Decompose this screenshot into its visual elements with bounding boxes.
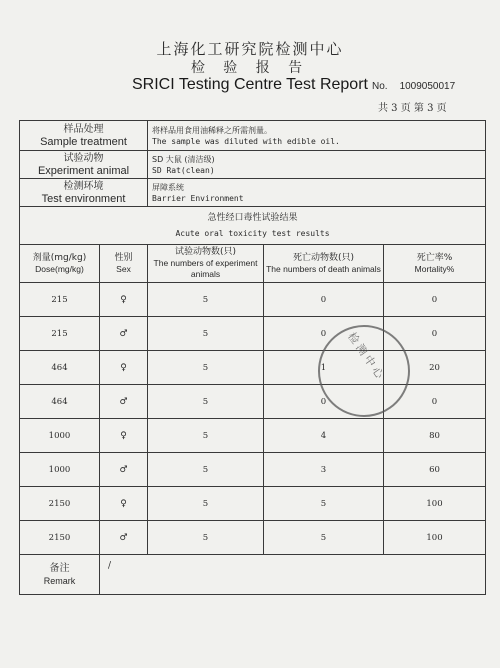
remark-value: / (100, 555, 486, 595)
col-header-experiment-animals-cn: 试验动物数(只) (175, 247, 237, 257)
sample-treatment-label (20, 121, 148, 151)
sex-cell: ♀ (100, 419, 148, 453)
mortality-cell: 60 (384, 453, 486, 487)
animals-cell: 5 (148, 521, 264, 555)
sample-treatment-value-cn: 将样品用食用油稀释之所需剂量。 (152, 125, 273, 135)
dose-cell: 215 (20, 317, 100, 351)
remark-label (20, 555, 100, 595)
sample-treatment-value-en: The sample was diluted with edible oil. (152, 136, 340, 146)
experiment-animal-label-en: Experiment animal (37, 164, 130, 177)
deaths-cell: 0 (264, 283, 384, 317)
sample-treatment-value (148, 121, 486, 151)
dose-cell: 464 (20, 351, 100, 385)
report-title-cn: 检 验 报 告 (190, 60, 310, 76)
table-row (20, 317, 486, 351)
deaths-cell: 5 (264, 487, 384, 521)
remark-row (20, 555, 486, 595)
info-row-experiment-animal (20, 151, 486, 179)
sex-cell: ♂ (100, 385, 148, 419)
results-banner (20, 207, 486, 245)
mortality-cell: 0 (384, 283, 486, 317)
sex-cell: ♂ (100, 317, 148, 351)
dose-cell: 1000 (20, 419, 100, 453)
animals-cell: 5 (148, 487, 264, 521)
deaths-cell: 4 (264, 419, 384, 453)
results-header-row (20, 245, 486, 283)
col-header-mortality (384, 245, 486, 283)
org-title-cn: 上海化工研究院检测中心 (156, 40, 344, 58)
animals-cell: 5 (148, 317, 264, 351)
col-header-death-animals-cn: 死亡动物数(只) (293, 252, 355, 263)
mortality-cell: 100 (384, 521, 486, 555)
table-row (20, 419, 486, 453)
dose-cell: 215 (20, 283, 100, 317)
experiment-animal-label-cn: 试验动物 (63, 152, 104, 164)
sex-cell: ♀ (100, 283, 148, 317)
report-table (19, 120, 486, 595)
animals-cell: 5 (148, 419, 264, 453)
mortality-cell: 80 (384, 419, 486, 453)
col-header-dose-en: Dose(mg/kg) (35, 263, 84, 274)
col-header-dose-cn: 剂量(mg/kg) (32, 252, 87, 263)
results-banner-row (20, 207, 486, 245)
report-title-en: SRICI Testing Centre Test Report (132, 76, 368, 93)
col-header-death-animals-en: The numbers of death animals (266, 263, 381, 274)
sample-treatment-label-en: Sample treatment (40, 135, 127, 148)
col-header-mortality-cn: 死亡率% (416, 252, 453, 263)
test-environment-value (148, 179, 486, 207)
experiment-animal-value-en: SD Rat(clean) (152, 165, 215, 175)
animals-cell: 5 (148, 453, 264, 487)
test-environment-label-cn: 检测环境 (63, 180, 104, 192)
col-header-sex (100, 245, 148, 283)
animals-cell: 5 (148, 385, 264, 419)
mortality-cell: 20 (384, 351, 486, 385)
experiment-animal-value-cn: SD 大鼠 (清洁级) (152, 154, 215, 164)
test-environment-value-en: Barrier Environment (152, 193, 244, 203)
test-environment-label-en: Test environment (41, 192, 126, 205)
mortality-cell: 0 (384, 317, 486, 351)
deaths-cell: 1 (264, 351, 384, 385)
sex-cell: ♂ (100, 521, 148, 555)
table-row (20, 351, 486, 385)
deaths-cell: 0 (264, 385, 384, 419)
table-row (20, 453, 486, 487)
col-header-sex-en: Sex (116, 263, 131, 274)
mortality-cell: 0 (384, 385, 486, 419)
report-number-label: No. (372, 81, 388, 92)
dose-cell: 2150 (20, 521, 100, 555)
test-environment-label (20, 179, 148, 207)
report-number (372, 81, 455, 92)
test-environment-value-cn: 屏障系统 (152, 182, 185, 192)
experiment-animal-label (20, 151, 148, 179)
results-title-en: Acute oral toxicity test results (175, 228, 330, 238)
col-header-experiment-animals-en: The numbers of experiment animals (153, 258, 258, 279)
table-row (20, 487, 486, 521)
table-row (20, 521, 486, 555)
dose-cell: 464 (20, 385, 100, 419)
results-title-cn: 急性经口毒性试验结果 (207, 212, 298, 223)
page-count: 共 3 页 第 3 页 (378, 103, 447, 114)
report-number-value: 1009050017 (399, 81, 456, 92)
col-header-sex-cn: 性别 (114, 252, 133, 263)
deaths-cell: 5 (264, 521, 384, 555)
remark-label-en: Remark (43, 575, 76, 586)
col-header-death-animals (264, 245, 384, 283)
sex-cell: ♀ (100, 351, 148, 385)
animals-cell: 5 (148, 283, 264, 317)
remark-label-cn: 备注 (49, 562, 70, 574)
table-row (20, 385, 486, 419)
info-row-test-environment (20, 179, 486, 207)
mortality-cell: 100 (384, 487, 486, 521)
table-row (20, 283, 486, 317)
stamp-text: 检测中心 (345, 329, 388, 384)
dose-cell: 1000 (20, 453, 100, 487)
info-row-sample-treatment (20, 121, 486, 151)
sex-cell: ♀ (100, 487, 148, 521)
col-header-mortality-en: Mortality% (414, 263, 455, 274)
deaths-cell: 0 (264, 317, 384, 351)
col-header-dose (20, 245, 100, 283)
deaths-cell: 3 (264, 453, 384, 487)
experiment-animal-value (148, 151, 486, 179)
sample-treatment-label-cn: 样品处理 (63, 123, 104, 135)
sex-cell: ♂ (100, 453, 148, 487)
animals-cell: 5 (148, 351, 264, 385)
dose-cell: 2150 (20, 487, 100, 521)
col-header-experiment-animals (148, 245, 264, 283)
